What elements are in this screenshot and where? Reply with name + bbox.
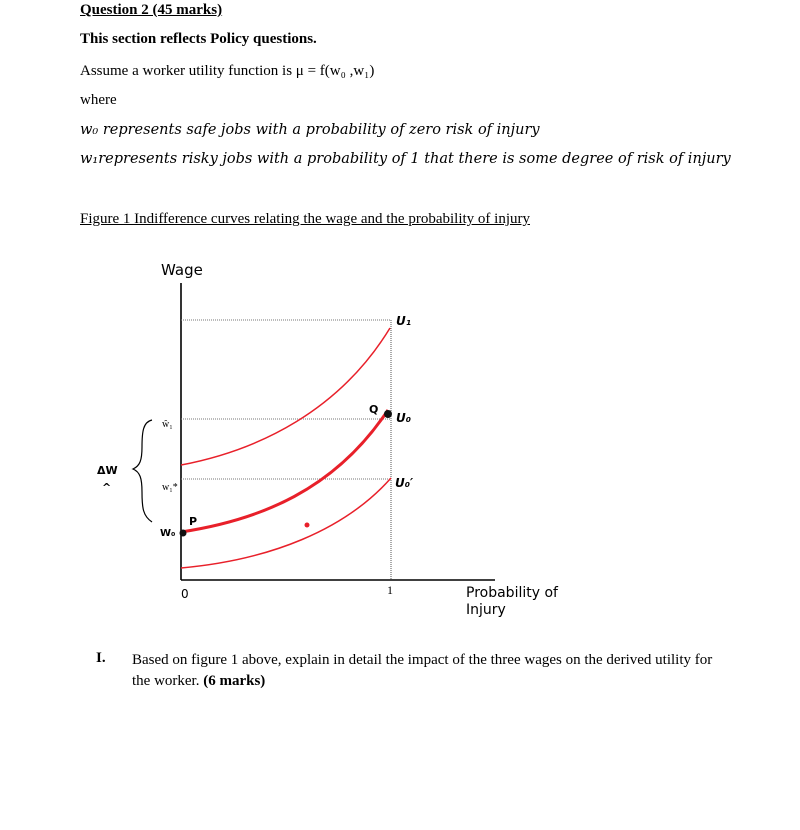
question-number: I. [96, 650, 106, 666]
point-q-marker [384, 410, 392, 418]
utility-function-statement: Assume a worker utility function is μ = f(w₀ ,w₁) [80, 63, 375, 79]
curve-u0-prime-label: U₀′ [395, 476, 414, 490]
wage-star-label: w₁* [162, 482, 178, 493]
delta-w-label: ΔW [97, 464, 118, 477]
x-tick-one: 1 [387, 583, 393, 597]
question-title: Question 2 (45 marks) [80, 2, 223, 18]
question-marks: (6 marks) [203, 673, 266, 689]
delta-w-arrow: ^ [102, 481, 112, 494]
interior-point-marker [305, 523, 310, 528]
wage-hat-label: ŵ₁ [162, 419, 173, 430]
point-p-label: P [189, 515, 198, 528]
point-p-marker [180, 530, 187, 537]
curve-u0-label: U₀ [396, 411, 411, 425]
curve-u1 [181, 328, 390, 465]
where-label: where [80, 92, 117, 108]
wage-zero-label: W₀ [160, 528, 176, 539]
y-axis-label: Wage [161, 261, 203, 279]
point-q-label: Q [369, 403, 379, 416]
question-body: Based on figure 1 above, explain in detail the impact of the three wages on the derived utility for the worker. [132, 652, 713, 689]
figure-caption: Figure 1 Indifference curves relating the wage and the probability of injury [80, 211, 530, 227]
curve-u1-label: U₁ [396, 314, 411, 328]
x-axis-label-line2: Injury [466, 602, 506, 618]
x-axis-label: Probability of [466, 585, 558, 601]
section-heading: This section reflects Policy questions. [80, 31, 317, 47]
w0-definition: w₀ represents safe jobs with a probability of zero risk of injury [80, 122, 540, 138]
curve-u0-prime [181, 478, 391, 568]
origin-label: 0 [181, 587, 189, 601]
w1-definition: w₁represents risky jobs with a probability of 1 that there is some degree of risk of injury [80, 151, 731, 167]
question-text [132, 650, 732, 692]
delta-w-brace [133, 420, 152, 522]
